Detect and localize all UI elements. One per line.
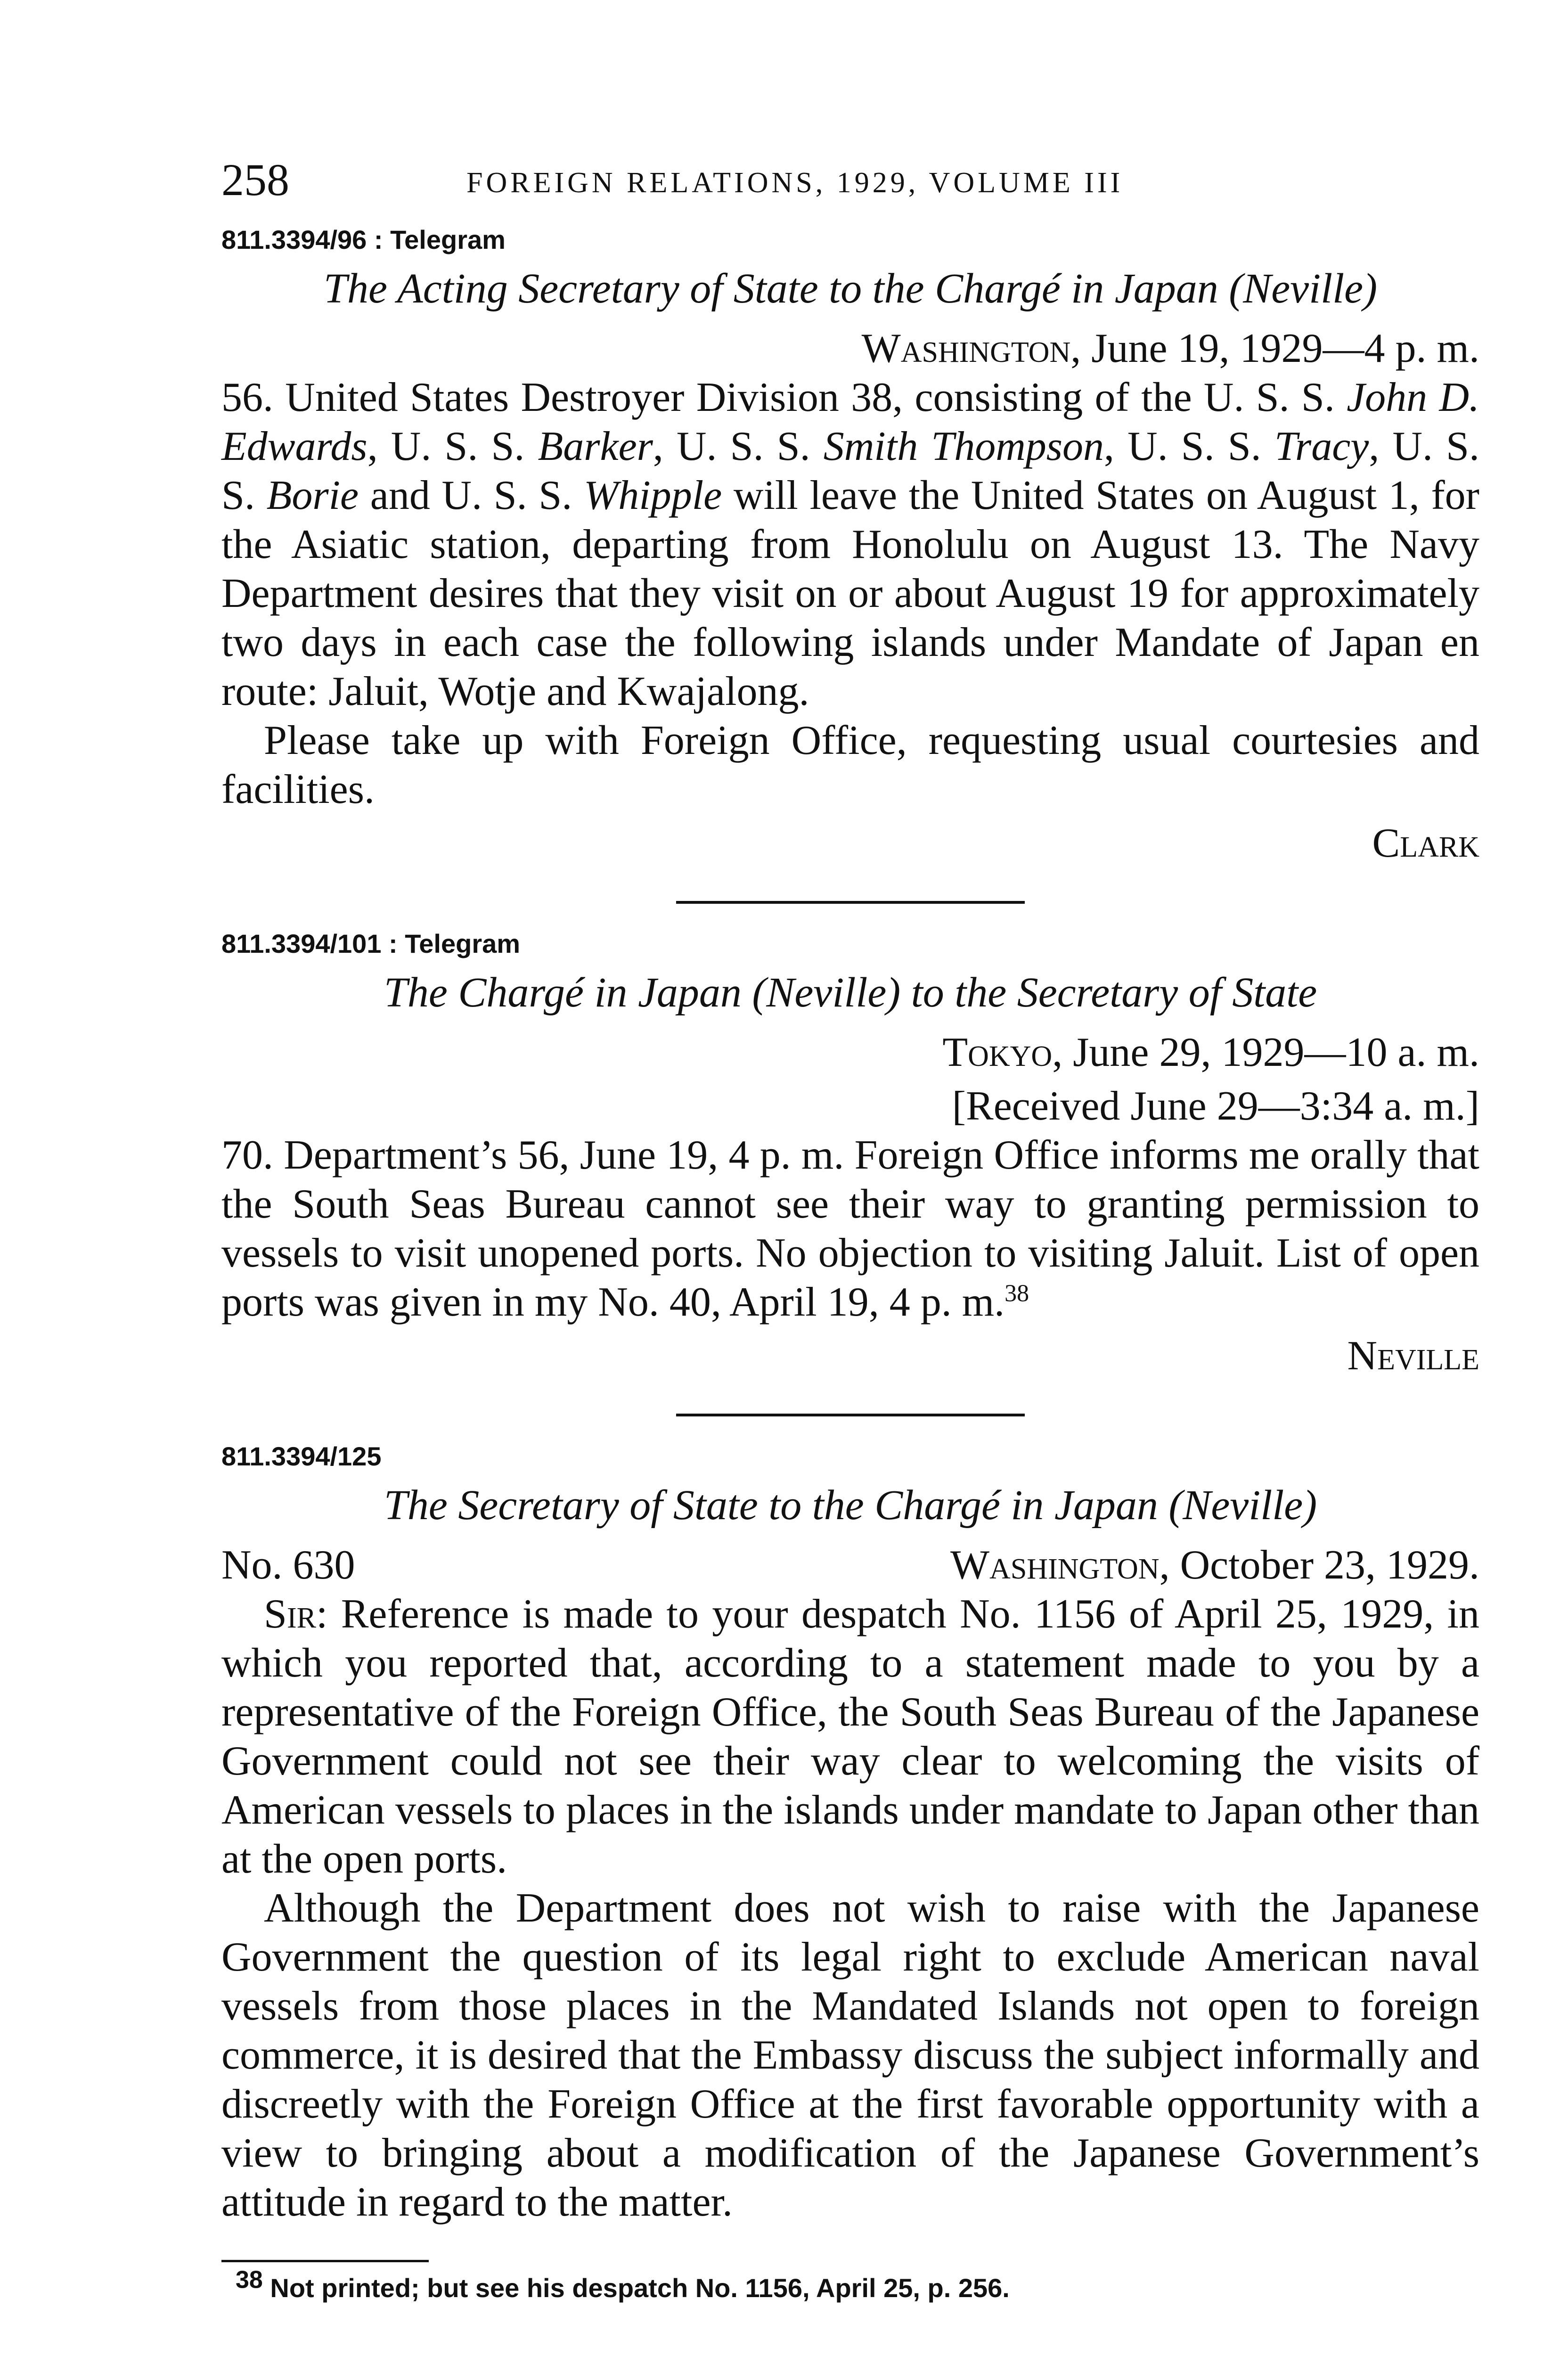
dateline-date: , June 19, 1929—4 p. m. <box>1070 326 1479 371</box>
footnote-divider <box>221 2260 429 2262</box>
document-page <box>221 155 1479 2305</box>
page-number: 258 <box>221 155 289 205</box>
page-header <box>221 155 1479 217</box>
received-line: [Received June 29—3:34 a. m.] <box>952 1083 1479 1129</box>
paragraph-text: , U. S. S. <box>221 424 1480 518</box>
file-reference: 811.3394/101 : Telegram <box>221 929 521 958</box>
salutation: Sir <box>264 1591 316 1637</box>
document-despatch-630 <box>221 1440 1479 2227</box>
ship-name: Borie <box>266 473 359 518</box>
dateline-date: , June 29, 1929—10 a. m. <box>1052 1030 1479 1075</box>
despatch-number: No. 630 <box>221 1542 355 1588</box>
dateline-date: , October 23, 1929. <box>1159 1542 1479 1588</box>
dateline-place: Tokyo <box>942 1030 1053 1075</box>
paragraph-text: : Reference is made to your despatch No. 1156 of April 25, 1929, in which you reported that, according to a statement made to you by a representative of the Foreign Office, the South Seas Bureau of the Japanese Government could not see their way clear to welcoming the visits of American vessels to places in the islands under mandate to Japan other than at the open ports. <box>221 1591 1479 1882</box>
ship-name: Tracy <box>1274 424 1369 469</box>
body-paragraph: Although the Department does not wish to raise with the Japanese Government the question of its legal right to exclude American naval vessels from those places in the Mandated Islands not open to foreign commerce, it is desired that the Embassy discuss the subject informally and discreetly with the Foreign Office at the first favorable opportunity with a view to bringing about a modification of the Japanese Government’s attitude in regard to the matter. <box>221 1885 1479 2225</box>
paragraph-text: and U. S. S. <box>359 473 584 518</box>
paragraph-text: 56. United States Destroyer Division 38, consisting of the U. S. S. <box>221 375 1347 420</box>
dateline <box>950 1541 1479 1590</box>
document-telegram-70 <box>221 927 1479 1381</box>
footnote-text: Not printed; but see his despatch No. 1156, April 25, p. 256. <box>270 2273 1010 2303</box>
document-telegram-56 <box>221 223 1479 868</box>
signature: Neville <box>1347 1333 1479 1379</box>
dateline-place: Washington <box>861 326 1071 371</box>
paragraph-text: , U. S. S. <box>653 424 824 469</box>
ship-name: John D. Edwards <box>221 375 1479 469</box>
file-reference: 811.3394/125 <box>221 1441 382 1471</box>
paragraph-text: will leave the United States on August 1, for the Asiatic station, departing from Honolulu on August 13. The Navy Department desires that they visit on or about August 19 for approximately two days in each case the following islands under Mandate of Japan en route: Jaluit, Wotje and Kwajalong. <box>221 473 1479 714</box>
footnote <box>236 2266 1479 2305</box>
body-paragraph: Please take up with Foreign Office, requesting usual courtesies and facilities. <box>221 718 1479 812</box>
despatch-header <box>221 1541 1479 1590</box>
ship-name: Smith Thompson <box>823 424 1104 469</box>
ship-name: Whipple <box>583 473 722 518</box>
document-title: The Secretary of State to the Chargé in Japan (Neville) <box>384 1482 1317 1529</box>
dateline <box>221 324 1479 373</box>
body-paragraph <box>221 373 1479 716</box>
running-head: FOREIGN RELATIONS, 1929, VOLUME III <box>466 167 1124 199</box>
body-paragraph <box>221 1590 1479 1884</box>
document-title: The Acting Secretary of State to the Chargé in Japan (Neville) <box>323 265 1378 312</box>
body-paragraph <box>221 1131 1479 1327</box>
dateline <box>221 1028 1479 1077</box>
section-divider <box>676 901 1025 904</box>
ship-name: Barker <box>538 424 653 469</box>
paragraph-text: , U. S. S. <box>367 424 538 469</box>
document-title: The Chargé in Japan (Neville) to the Secretary of State <box>384 969 1317 1016</box>
dateline-place: Washington <box>950 1542 1160 1588</box>
file-reference: 811.3394/96 : Telegram <box>221 225 506 254</box>
paragraph-text: 70. Department’s 56, June 19, 4 p. m. Foreign Office informs me orally that the South Seas Bureau cannot see their way to granting permission to vessels to visit unopened ports. No objection to visiting Jaluit. List of open ports was given in my No. 40, April 19, 4 p. m. <box>221 1132 1479 1325</box>
signature: Clark <box>1372 820 1479 866</box>
footnote-marker: 38 <box>1004 1280 1029 1307</box>
section-divider <box>676 1414 1025 1416</box>
paragraph-text: , U. S. S. <box>1104 424 1274 469</box>
footnote-marker: 38 <box>236 2266 263 2294</box>
